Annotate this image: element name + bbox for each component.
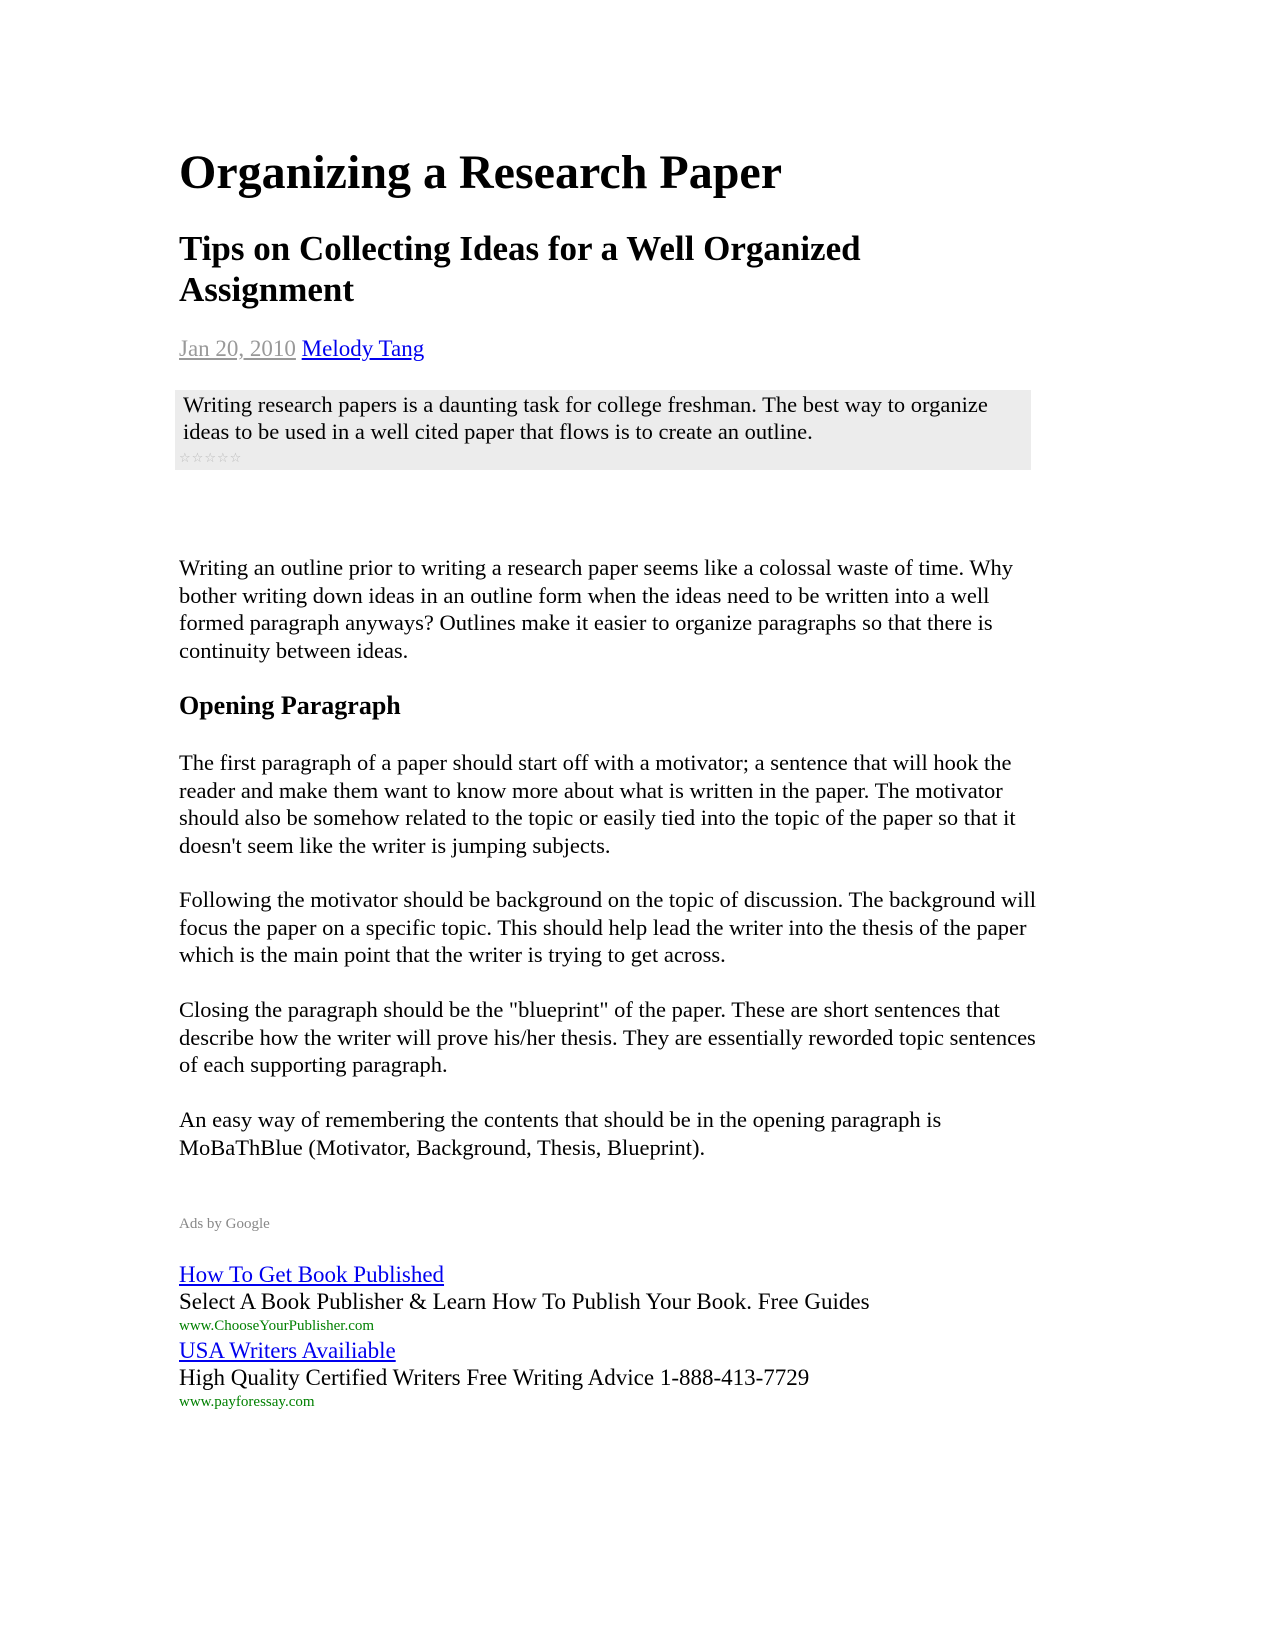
star-outline-icon[interactable]: ☆ bbox=[179, 451, 191, 466]
ads-label: Ads by Google bbox=[179, 1216, 270, 1232]
ad-description: Select A Book Publisher & Learn How To Publish Your Book. Free Guides bbox=[179, 1289, 870, 1314]
page-subtitle: Tips on Collecting Ideas for a Well Organized Assignment bbox=[179, 229, 861, 309]
article-summary bbox=[175, 390, 1031, 470]
page-title: Organizing a Research Paper bbox=[179, 146, 783, 199]
ad-title-link[interactable]: How To Get Book Published bbox=[179, 1262, 445, 1287]
publish-date: Jan 20, 2010 bbox=[179, 336, 296, 361]
ad-description: High Quality Certified Writers Free Writing Advice 1-888-413-7729 bbox=[179, 1365, 810, 1390]
star-outline-icon[interactable]: ☆ bbox=[204, 451, 216, 466]
ad-url-link[interactable]: www.payforessay.com bbox=[179, 1394, 315, 1410]
star-outline-icon[interactable]: ☆ bbox=[191, 451, 204, 466]
body-paragraph: The first paragraph of a paper should start off with a motivator; a sentence that will hook the reader and make them want to know more about what is written in the paper. The motivator should also be somehow related to the topic or easily tied into the topic of the paper so that it doesn't seem like the writer is jumping subjects. bbox=[179, 750, 1016, 858]
summary-text: Writing research papers is a daunting task for college freshman. The best way to organize ideas to be used in a well cited paper that flows is to create an outline. bbox=[183, 392, 988, 444]
author-link[interactable]: Melody Tang bbox=[301, 336, 425, 361]
body-paragraph: An easy way of remembering the contents that should be in the opening paragraph is MoBaThBlue (Motivator, Background, Thesis, Blueprint). bbox=[179, 1107, 942, 1160]
star-outline-icon[interactable]: ☆ bbox=[229, 451, 242, 466]
ad-item bbox=[179, 1261, 1039, 1337]
star-outline-icon[interactable]: ☆ bbox=[216, 451, 229, 466]
ad-title-link[interactable]: USA Writers Availiable bbox=[179, 1338, 396, 1363]
ad-item bbox=[179, 1337, 1039, 1413]
body-paragraph: Following the motivator should be background on the topic of discussion. The background will focus the paper on a specific topic. This should help lead the writer into the thesis of the paper which is the main point that the writer is trying to get across. bbox=[179, 887, 1036, 967]
byline bbox=[179, 334, 424, 364]
body-paragraph: Closing the paragraph should be the "blueprint" of the paper. These are short sentences that describe how the writer will prove his/her thesis. They are essentially reworded topic sentences of each supporting paragraph. bbox=[179, 997, 1036, 1077]
section-heading: Opening Paragraph bbox=[179, 691, 401, 720]
ad-url-link[interactable]: www.ChooseYourPublisher.com bbox=[179, 1318, 375, 1334]
intro-paragraph: Writing an outline prior to writing a research paper seems like a colossal waste of time. Why bother writing down ideas in an outline form when the ideas need to be written into a well formed paragraph anyways? Outlines make it easier to organize paragraphs so that there is continuity between ideas. bbox=[179, 555, 1014, 663]
rating-stars[interactable] bbox=[179, 452, 241, 466]
